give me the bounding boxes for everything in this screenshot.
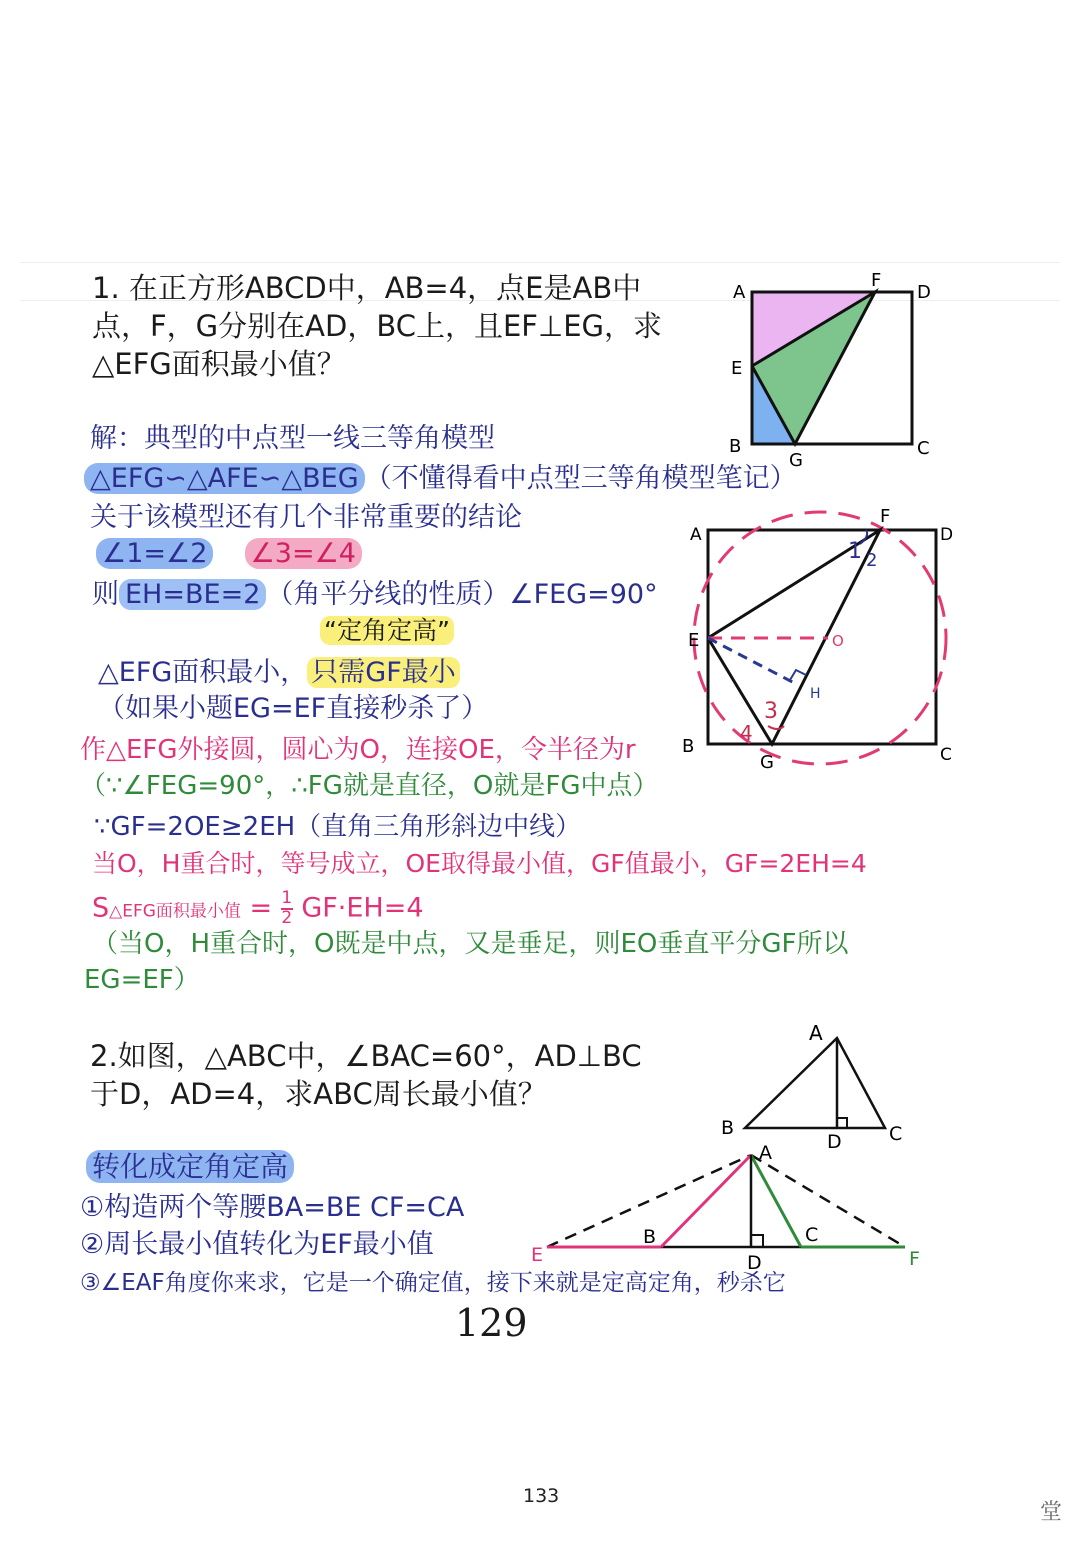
fig4-right-angle [751, 1235, 763, 1247]
eh-be-highlight: EH=BE=2 [119, 579, 266, 610]
solution1-line5-prefix: 则 [92, 579, 119, 610]
solution1-line11: ∵GF=2OE≥2EH（直角三角形斜边中线） [94, 812, 582, 842]
solution1-line7 [98, 657, 460, 688]
fig2-label-A: A [690, 525, 702, 545]
fig3-triangle [745, 1038, 885, 1128]
solution1-line14: （当O，H重合时，O既是中点，又是垂足，则EO垂直平分GF所以 [92, 929, 849, 959]
fig1-label-A: A [733, 282, 746, 303]
fig2-angle-label-1: 1 [848, 539, 862, 564]
fig3-label-B: B [721, 1117, 735, 1139]
gf-minimum-highlight: 只需GF最小 [307, 657, 459, 688]
fig1-label-F: F [871, 270, 882, 291]
fig2-label-D: D [940, 525, 954, 545]
solution1-line7-prefix: △EFG面积最小， [98, 657, 308, 688]
solution1-line3: 关于该模型还有几个非常重要的结论 [90, 502, 522, 533]
angle-1-2-highlight: ∠1=∠2 [96, 538, 213, 569]
fig1-label-B: B [729, 436, 742, 457]
fig4-label-D: D [747, 1252, 762, 1274]
solution2-step1: ①构造两个等腰BA=BE CF=CA [80, 1192, 465, 1223]
solution1-line5-note: （角平分线的性质）∠FEG=90° [266, 579, 658, 610]
problem2-line2: 于D，AD=4，求ABC周长最小值？ [90, 1077, 547, 1111]
area-formula [92, 890, 424, 928]
fig3-label-D: D [827, 1131, 842, 1153]
fraction-one-half [281, 890, 293, 928]
figure2-circumcircle-diagram [680, 500, 970, 780]
area-symbol-S: S [92, 892, 110, 924]
solution1-line8: （如果小题EG=EF直接秒杀了） [98, 693, 489, 724]
solution1-line15: EG=EF） [84, 965, 200, 995]
solution2-step3: ③∠EAF角度你来求，它是一个确定值，接下来就是定高定角，秒杀它 [80, 1270, 786, 1296]
area-equals: = [249, 892, 273, 924]
problem1-line1: 1. 在正方形ABCD中，AB=4，点E是AB中 [92, 271, 642, 305]
solution1-line2-note: （不懂得看中点型三等角模型笔记） [364, 463, 797, 494]
area-expression: GF·EH=4 [301, 892, 424, 924]
similar-triangles-highlight: △EFG∽△AFE∽△BEG [84, 463, 365, 494]
figure4-extended-triangle [525, 1135, 935, 1275]
fig4-label-E: E [531, 1244, 544, 1266]
fig1-label-D: D [917, 282, 931, 303]
fig4-label-B: B [643, 1226, 657, 1248]
fig2-angle-label-2: 2 [866, 550, 878, 571]
fig2-label-C: C [940, 745, 952, 765]
area-subscript: △EFG面积最小值 [109, 901, 241, 922]
fixed-angle-fixed-height-label [320, 617, 454, 646]
page-number: 133 [523, 1485, 560, 1507]
fig4-dashed-AF [751, 1155, 905, 1247]
handwritten-page-number: 129 [455, 1301, 528, 1345]
fixed-angle-fixed-height-text: “定角定高” [320, 616, 454, 645]
fig2-label-E: E [688, 630, 700, 651]
solution1-angle-equalities [96, 538, 362, 569]
problem1-line2: 点，F，G分别在AD，BC上，且EF⊥EG，求 [92, 309, 663, 343]
fig2-label-H: H [810, 686, 821, 702]
fig1-label-E: E [731, 358, 743, 379]
fraction-numerator: 1 [281, 888, 293, 908]
fig2-label-G: G [760, 752, 774, 773]
fig3-label-A: A [809, 1021, 823, 1045]
fig3-right-angle [837, 1118, 847, 1128]
fig1-label-G: G [789, 450, 803, 471]
solution1-line12: 当O，H重合时，等号成立，OE取得最小值，GF值最小，GF=2EH=4 [92, 849, 867, 878]
fig4-label-C: C [805, 1224, 819, 1246]
fig4-label-F: F [909, 1248, 920, 1270]
page-rule [20, 262, 1060, 263]
fig2-angle-label-4: 4 [740, 721, 753, 745]
problem2-line1: 2.如图，△ABC中，∠BAC=60°，AD⊥BC [90, 1039, 642, 1073]
fig4-segment-BA [661, 1155, 751, 1247]
fig3-label-C: C [889, 1123, 903, 1145]
solution1-line10: （∵∠FEG=90°，∴FG就是直径，O就是FG中点） [80, 771, 659, 801]
fig2-label-O: O [832, 632, 844, 650]
problem1-line3: △EFG面积最小值？ [92, 347, 346, 381]
solution1-line2 [84, 463, 797, 494]
watermark: 堂 [1040, 1500, 1063, 1525]
fig2-angle-label-3: 3 [764, 699, 778, 724]
angle-3-4-highlight: ∠3=∠4 [245, 538, 362, 569]
solution2-title [86, 1151, 294, 1183]
fraction-denominator: 2 [281, 907, 293, 928]
solution1-line5 [92, 579, 658, 610]
fig2-label-F: F [880, 506, 891, 527]
figure1-square-diagram [725, 268, 945, 471]
fig4-label-A: A [759, 1142, 772, 1164]
solution1-line1: 解：典型的中点型一线三等角模型 [90, 423, 495, 454]
fig2-label-B: B [682, 736, 695, 757]
solution2-title-text: 转化成定角定高 [86, 1150, 294, 1183]
solution1-line9: 作△EFG外接圆，圆心为O，连接OE，令半径为r [80, 735, 636, 765]
solution2-step2: ②周长最小值转化为EF最小值 [80, 1229, 434, 1260]
fig1-label-C: C [917, 438, 930, 459]
